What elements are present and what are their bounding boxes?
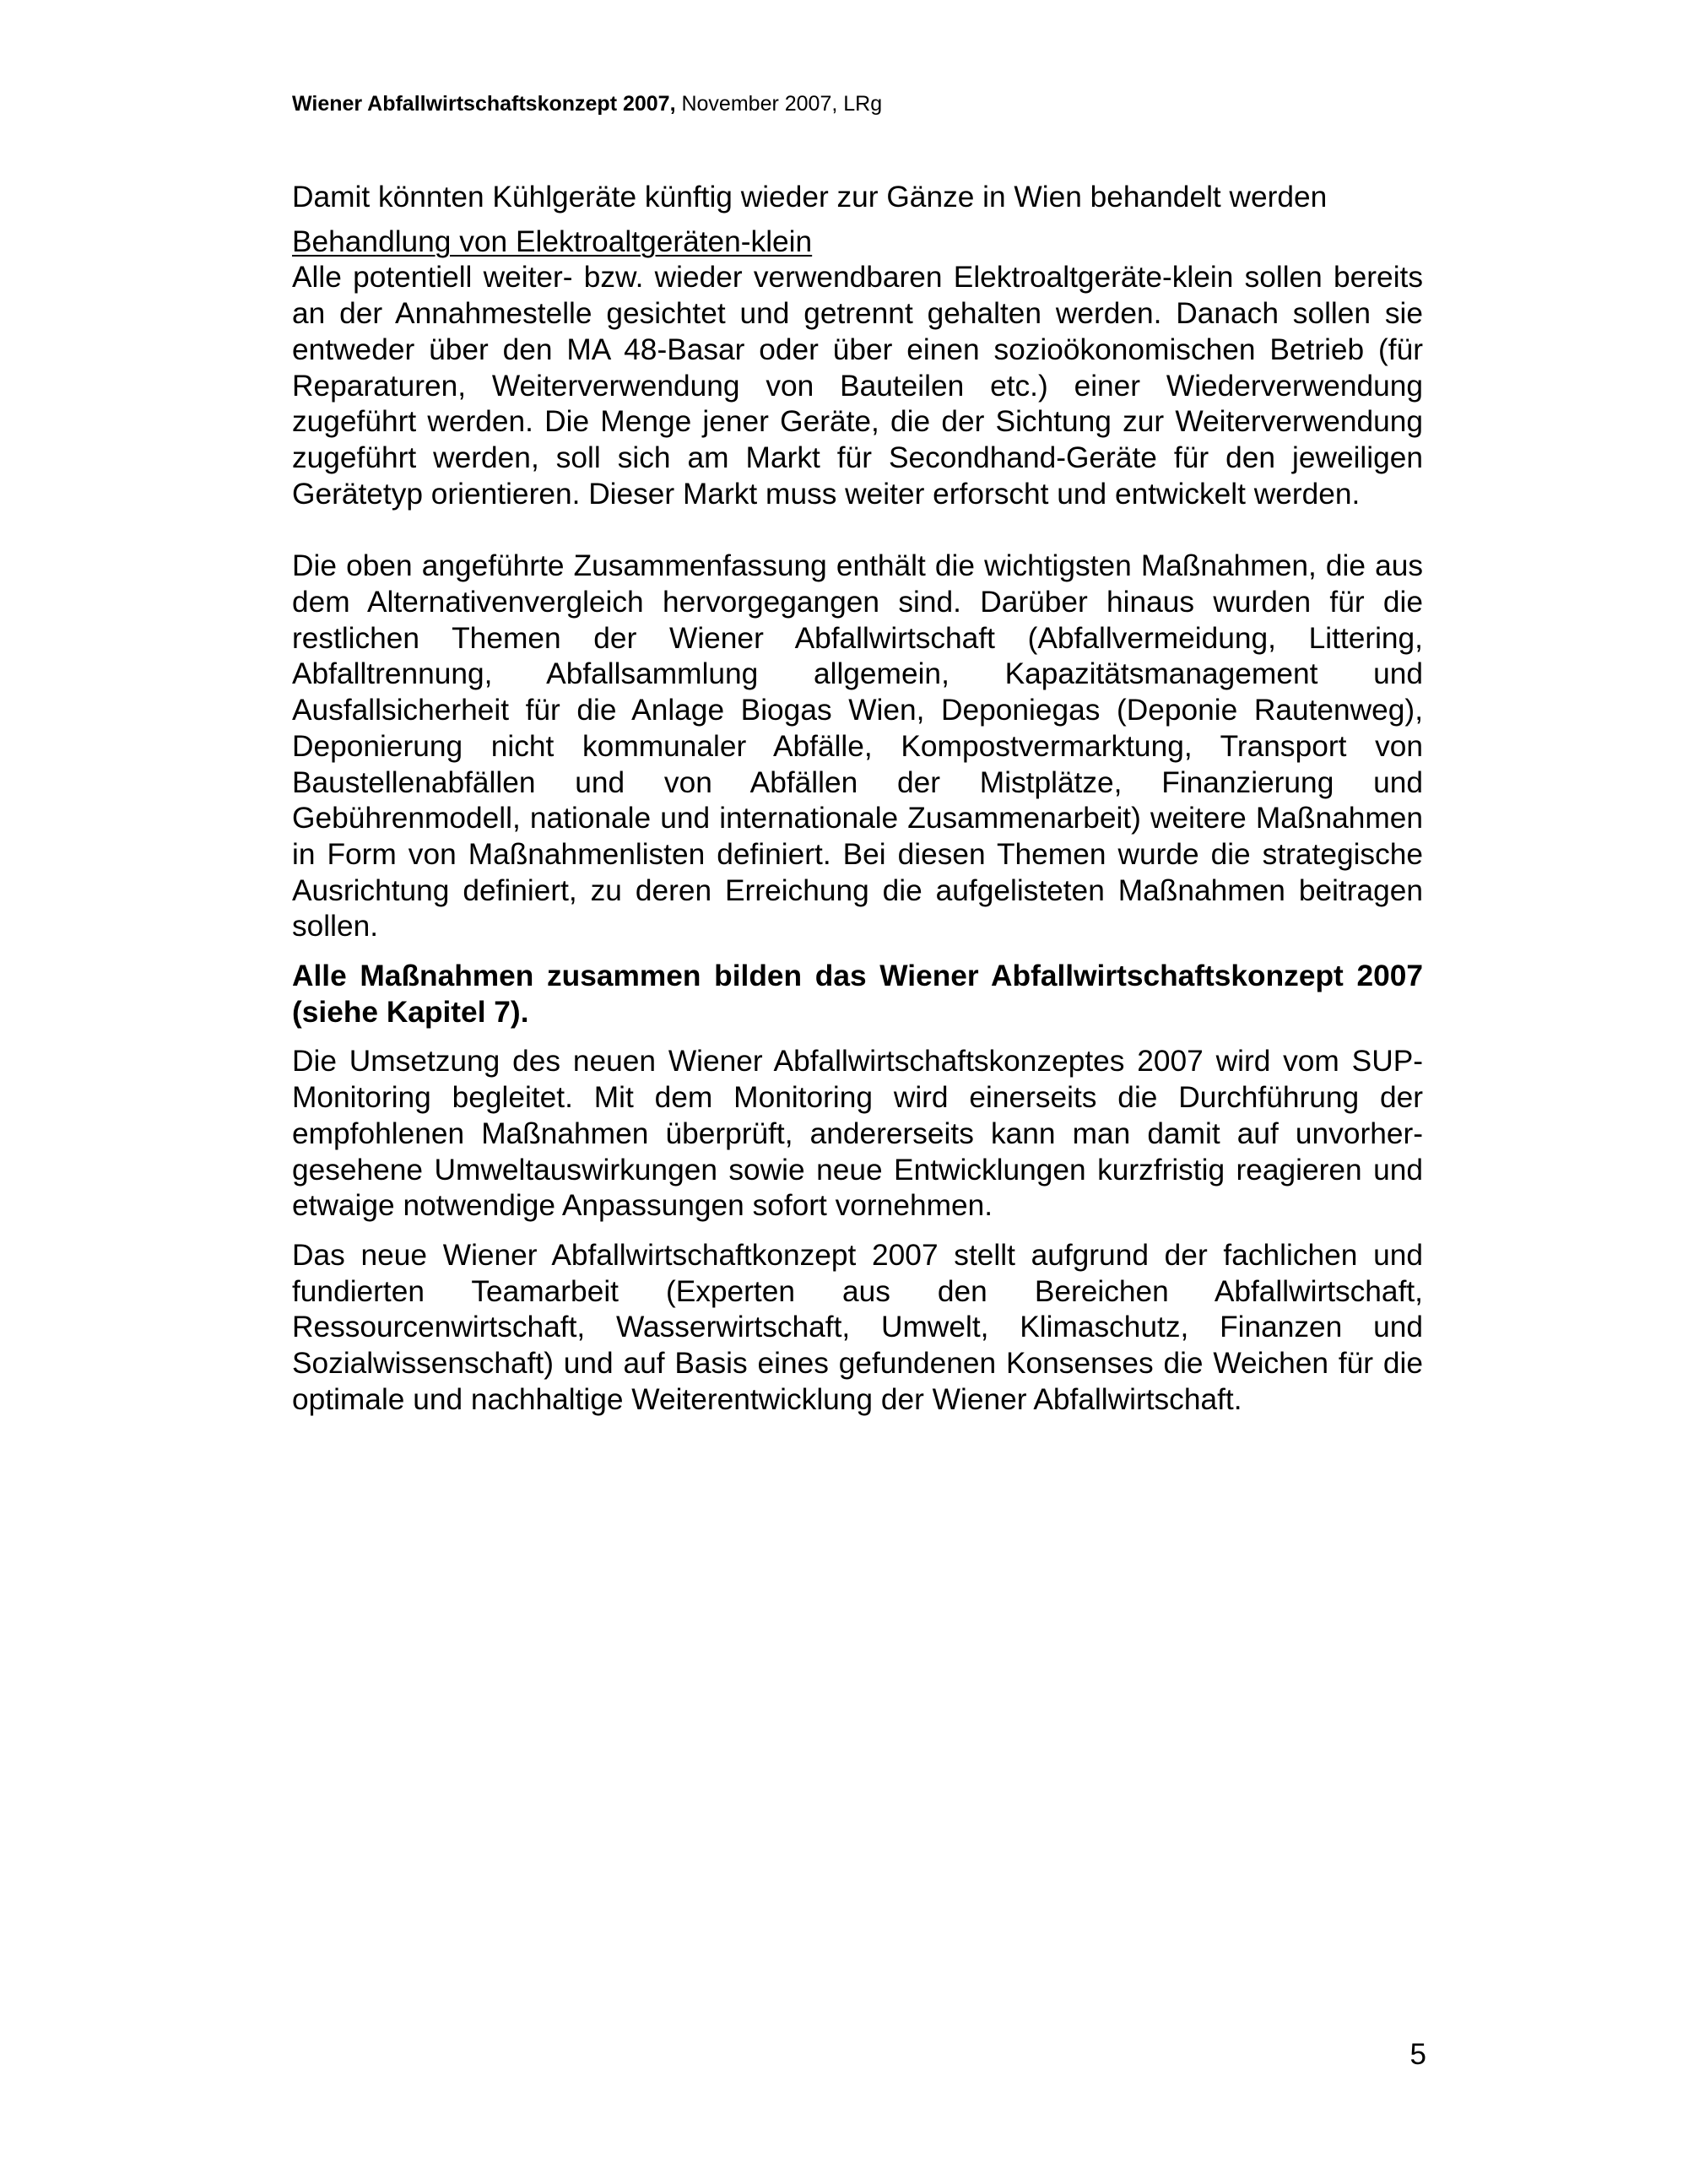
header-title: Wiener Abfallwirtschaftskonzept 2007, bbox=[292, 92, 676, 116]
paragraph-umsetzung: Die Umsetzung des neuen Wiener Abfallwirtschaftskonzeptes 2007 wird vom SUP-Monitoring begleitet. Mit dem Monitoring wird einerseits die Durchführung der empfohlenen Maßnahmen überprüft, andererseits kann man damit auf unvorhergesehene Umweltauswirkungen sowie neue Entwicklungen kurzfristig reagieren und etwaige notwendige Anpassungen sofort vornehmen. bbox=[292, 1045, 1423, 1223]
paragraph-elektroaltgeraete: Alle potentiell weiter- bzw. wieder verwendbaren Elektroaltgeräte-klein sollen bereits an der Annahmestelle gesichtet und getrennt gehalten werden. Danach sollen sie entweder über den MA 48-Basar oder über einen sozioökonomischen Betrieb (für Reparaturen, Weiterverwendung von Bauteilen etc.) einer Wiederverwendung zugeführt werden. Die Menge jener Geräte, die der Sichtung zur Weiterverwendung zugeführt werden, soll sich am Markt für Secondhand-Geräte für den jeweiligen Gerätetyp orientieren. Dieser Markt muss weiter erforscht und entwickelt werden. bbox=[292, 261, 1423, 511]
subheading-elektroaltgeraete: Behandlung von Elektroaltgeräten-klein bbox=[292, 224, 813, 258]
header-date-author: November 2007, LRg bbox=[675, 92, 883, 116]
body-text bbox=[292, 180, 1423, 1419]
paragraph-kuehlgeraete: Damit könnten Kühlgeräte künftig wieder zur Gänze in Wien behandelt werden bbox=[292, 181, 1328, 214]
paragraph-zusammenfassung: Die oben angeführte Zusammenfassung enthält die wichtigsten Maßnahmen, die aus dem Alternativenvergleich hervorgegangen sind. Darüber hinaus wurden für die restlichen Themen der Wiener Abfallwirtschaft (Abfallvermeidung, Littering, Abfalltrennung, Abfallsammlung allgemein, Kapazitätsmanagement und Ausfallsicherheit für die Anlage Biogas Wien, Deponiegas (Deponie Rautenweg), Deponierung nicht kommunaler Abfälle, Kompostvermarktung, Transport von Baustellenabfällen und von Abfällen der Mistplätze, Finanzierung und Gebührenmodell, nationale und internationale Zusammenarbeit) weitere Maßnahmen in Form von Maßnahmenlisten definiert. Bei diesen Themen wurde die strategische Ausrichtung definiert, zu deren Erreichung die aufgelisteten Maßnahmen beitragen sollen. bbox=[292, 549, 1423, 943]
running-header bbox=[292, 91, 1423, 116]
paragraph-abschluss: Das neue Wiener Abfallwirtschaftkonzept 2007 stellt aufgrund der fachlichen und fundierten Teamarbeit (Experten aus den Bereichen Abfallwirtschaft, Ressourcenwirtschaft, Wasserwirtschaft, Umwelt, Klimaschutz, Finanzen und Sozialwissenschaft) und auf Basis eines gefundenen Konsenses die Weichen für die optimale und nachhaltige Weiterentwicklung der Wiener Abfallwirtschaft. bbox=[292, 1238, 1423, 1416]
paragraph-alle-massnahmen: Alle Maßnahmen zusammen bilden das Wiener Abfallwirtschaftskonzept 2007 (siehe Kapitel 7). bbox=[292, 960, 1423, 1029]
page-number: 5 bbox=[1409, 2038, 1426, 2071]
